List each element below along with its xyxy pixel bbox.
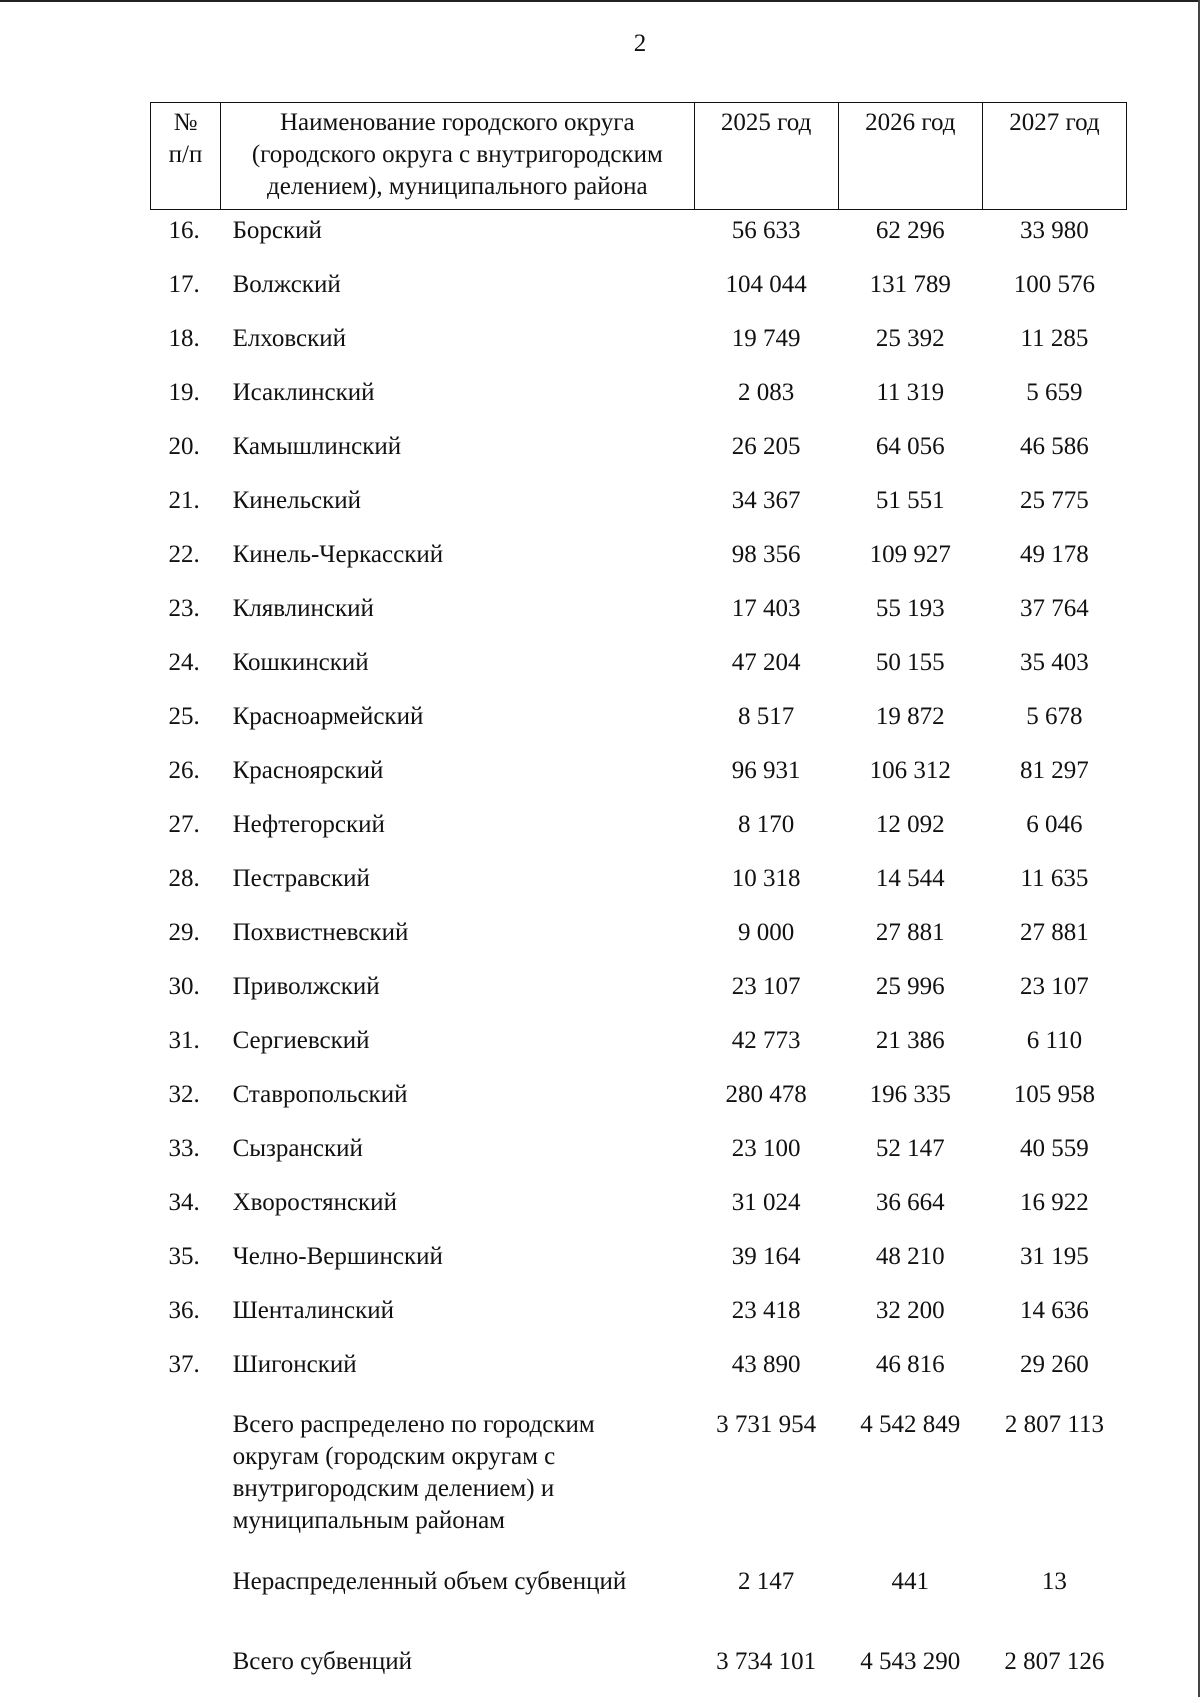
row-value-2025: 98 356 (731, 541, 801, 568)
row-value-2026: 55 193 (875, 595, 945, 622)
row-name: Красноармейский (232, 703, 424, 730)
row-value-2025: 104 044 (725, 271, 807, 298)
row-number: 24. (168, 649, 200, 676)
row-name: Шенталинский (232, 1297, 395, 1324)
grand-total-2025: 3 734 101 (716, 1648, 817, 1675)
row-number: 18. (168, 325, 200, 352)
row-value-2026: 19 872 (875, 703, 945, 730)
grand-total-2026: 4 543 290 (860, 1648, 961, 1675)
row-value-2025: 23 100 (731, 1135, 801, 1162)
header-number: № п/п (151, 103, 221, 210)
table-row (151, 751, 1127, 805)
row-value-2027: 5 659 (1026, 379, 1083, 406)
table-row (151, 913, 1127, 967)
row-value-2027: 29 260 (1020, 1351, 1089, 1378)
grand-total-num (151, 1623, 221, 1703)
undistributed-label: Нераспределенный объем субвенций (232, 1568, 627, 1595)
undistributed-2025: 2 147 (737, 1568, 795, 1595)
header-2025: 2025 год (694, 103, 838, 210)
undistributed-num (151, 1557, 221, 1623)
row-value-2025: 96 931 (731, 757, 801, 784)
row-value-2026: 50 155 (875, 649, 945, 676)
row-value-2027: 11 285 (1020, 325, 1089, 352)
row-value-2026: 21 386 (875, 1027, 945, 1054)
row-number: 30. (168, 973, 200, 1000)
table-summary (151, 1399, 1127, 1703)
row-value-2026: 25 996 (875, 973, 945, 1000)
row-value-2027: 40 559 (1020, 1135, 1089, 1162)
table-row (151, 643, 1127, 697)
row-name: Кошкинский (232, 649, 369, 676)
row-name: Челно-Вершинский (232, 1243, 443, 1270)
row-name: Пестравский (232, 865, 370, 892)
row-value-2027: 37 764 (1020, 595, 1089, 622)
table-row (151, 589, 1127, 643)
row-value-2026: 196 335 (869, 1081, 951, 1108)
table-row (151, 265, 1127, 319)
page-top-edge (0, 0, 1200, 2)
undistributed-row (151, 1557, 1127, 1623)
row-value-2027: 81 297 (1020, 757, 1089, 784)
row-value-2026: 131 789 (869, 271, 951, 298)
total-distributed-num (151, 1399, 221, 1557)
grand-total-row (151, 1623, 1127, 1703)
table-row (151, 1183, 1127, 1237)
row-value-2027: 5 678 (1026, 703, 1083, 730)
total-distributed-label: Всего распределено по городским округам (городским округам с внутригородским делением) и муниципальным районам (232, 1411, 595, 1534)
header-2026: 2026 год (838, 103, 982, 210)
row-value-2027: 6 046 (1026, 811, 1083, 838)
table-row (151, 1075, 1127, 1129)
row-name: Ставропольский (232, 1081, 408, 1108)
row-value-2026: 12 092 (875, 811, 945, 838)
row-value-2027: 11 635 (1020, 865, 1089, 892)
row-value-2027: 46 586 (1020, 433, 1089, 460)
row-value-2026: 46 816 (875, 1351, 945, 1378)
row-value-2027: 6 110 (1026, 1027, 1083, 1054)
table-row (151, 535, 1127, 589)
total-distributed-2026: 4 542 849 (860, 1411, 961, 1438)
row-number: 28. (168, 865, 200, 892)
row-value-2025: 8 170 (737, 811, 795, 838)
row-value-2026: 51 551 (875, 487, 945, 514)
row-value-2027: 49 178 (1020, 541, 1089, 568)
table-row (151, 1237, 1127, 1291)
row-number: 31. (168, 1027, 200, 1054)
row-value-2025: 39 164 (731, 1243, 801, 1270)
row-number: 23. (168, 595, 200, 622)
row-value-2025: 23 418 (731, 1297, 801, 1324)
row-value-2026: 11 319 (876, 379, 945, 406)
table-row (151, 319, 1127, 373)
row-value-2026: 25 392 (875, 325, 945, 352)
row-name: Приволжский (232, 973, 380, 1000)
row-number: 17. (168, 271, 200, 298)
row-value-2025: 10 318 (731, 865, 801, 892)
row-value-2025: 17 403 (731, 595, 801, 622)
row-name: Нефтегорский (232, 811, 385, 838)
table-row (151, 697, 1127, 751)
row-number: 34. (168, 1189, 200, 1216)
row-value-2027: 105 958 (1013, 1081, 1096, 1108)
table-row (151, 1021, 1127, 1075)
row-name: Сергиевский (232, 1027, 370, 1054)
row-value-2026: 106 312 (869, 757, 951, 784)
table-row (151, 427, 1127, 481)
row-name: Красноярский (232, 757, 384, 784)
row-number: 20. (168, 433, 200, 460)
row-value-2025: 43 890 (731, 1351, 801, 1378)
total-distributed-row (151, 1399, 1127, 1557)
row-name: Похвистневский (232, 919, 409, 946)
row-number: 19. (168, 379, 200, 406)
row-value-2025: 42 773 (731, 1027, 801, 1054)
row-value-2027: 31 195 (1020, 1243, 1089, 1270)
row-value-2027: 16 922 (1020, 1189, 1089, 1216)
row-name: Шигонский (232, 1351, 357, 1378)
row-number: 33. (168, 1135, 200, 1162)
row-value-2026: 32 200 (875, 1297, 945, 1324)
row-value-2025: 56 633 (731, 217, 801, 244)
row-number: 21. (168, 487, 200, 514)
row-value-2025: 31 024 (731, 1189, 801, 1216)
row-name: Волжский (232, 271, 341, 298)
row-value-2025: 19 749 (731, 325, 801, 352)
table-row (151, 373, 1127, 427)
table-row (151, 1345, 1127, 1399)
row-value-2026: 27 881 (875, 919, 945, 946)
row-value-2026: 48 210 (875, 1243, 945, 1270)
row-number: 16. (168, 217, 200, 244)
row-value-2025: 2 083 (737, 379, 795, 406)
row-value-2026: 14 544 (875, 865, 945, 892)
row-value-2026: 36 664 (875, 1189, 945, 1216)
row-name: Кинель-Черкасский (232, 541, 444, 568)
row-name: Хворостянский (232, 1189, 397, 1216)
table-body (151, 210, 1127, 1400)
row-value-2025: 47 204 (731, 649, 801, 676)
row-value-2027: 100 576 (1013, 271, 1096, 298)
row-value-2025: 26 205 (731, 433, 801, 460)
table-row (151, 210, 1127, 266)
grand-total-label: Всего субвенций (232, 1648, 413, 1675)
row-value-2025: 9 000 (737, 919, 795, 946)
row-value-2027: 33 980 (1020, 217, 1089, 244)
table-header-row (151, 103, 1127, 210)
row-number: 32. (168, 1081, 200, 1108)
undistributed-2027: 13 (1041, 1568, 1067, 1595)
undistributed-2026: 441 (891, 1568, 929, 1595)
row-number: 25. (168, 703, 200, 730)
row-name: Борский (232, 217, 322, 244)
row-number: 26. (168, 757, 200, 784)
row-value-2027: 25 775 (1020, 487, 1089, 514)
row-name: Исаклинский (232, 379, 375, 406)
table-row (151, 805, 1127, 859)
row-number: 27. (168, 811, 200, 838)
row-value-2026: 64 056 (875, 433, 945, 460)
table-row (151, 967, 1127, 1021)
total-distributed-2025: 3 731 954 (716, 1411, 817, 1438)
row-value-2026: 109 927 (869, 541, 951, 568)
row-number: 22. (168, 541, 200, 568)
table-row (151, 481, 1127, 535)
row-value-2025: 8 517 (737, 703, 795, 730)
header-2027: 2027 год (982, 103, 1126, 210)
table-row (151, 1129, 1127, 1183)
table-row (151, 859, 1127, 913)
row-value-2025: 280 478 (725, 1081, 807, 1108)
row-number: 37. (168, 1351, 200, 1378)
row-value-2027: 27 881 (1020, 919, 1089, 946)
row-number: 35. (168, 1243, 200, 1270)
row-name: Сызранский (232, 1135, 363, 1162)
page-number: 2 (633, 30, 647, 57)
row-value-2027: 35 403 (1020, 649, 1089, 676)
row-number: 29. (168, 919, 200, 946)
row-value-2026: 62 296 (875, 217, 945, 244)
row-name: Клявлинский (232, 595, 374, 622)
row-name: Камышлинский (232, 433, 402, 460)
table-row (151, 1291, 1127, 1345)
row-name: Елховский (232, 325, 347, 352)
header-name: Наименование городского округа (городского округа с внутригородским делением), муниципального района (221, 103, 694, 210)
row-value-2027: 23 107 (1020, 973, 1089, 1000)
row-value-2026: 52 147 (875, 1135, 945, 1162)
grand-total-2027: 2 807 126 (1004, 1648, 1105, 1675)
row-value-2025: 34 367 (731, 487, 801, 514)
row-number: 36. (168, 1297, 200, 1324)
row-value-2027: 14 636 (1020, 1297, 1089, 1324)
row-name: Кинельский (232, 487, 361, 514)
row-value-2025: 23 107 (731, 973, 801, 1000)
subventions-table (150, 102, 1127, 1703)
total-distributed-2027: 2 807 113 (1004, 1411, 1104, 1438)
